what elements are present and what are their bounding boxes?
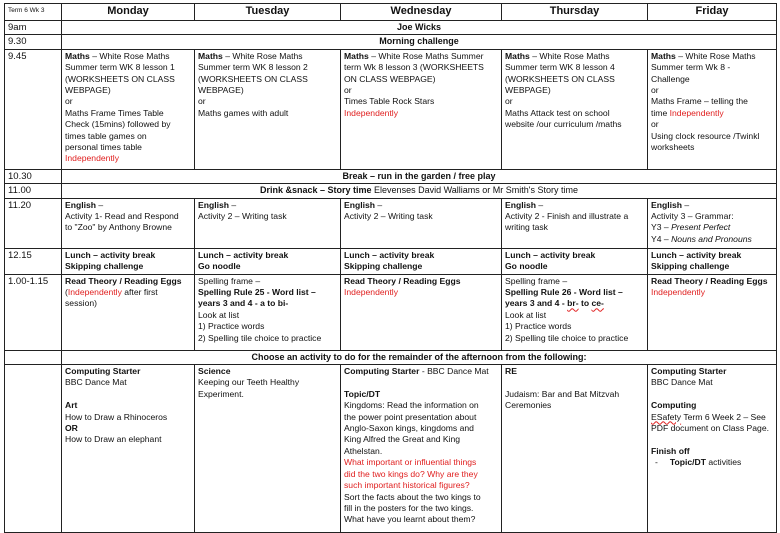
- subject-title: English: [65, 199, 97, 210]
- time-label: 11.00: [5, 184, 62, 198]
- cell-maths-thursday: [502, 49, 648, 169]
- text-line: –: [536, 199, 544, 210]
- text-line: Lunch – activity break: [344, 249, 435, 260]
- cell-english-thursday: [502, 198, 648, 248]
- text-line: BBC Dance Mat: [651, 377, 713, 388]
- subject-title: Maths: [65, 50, 90, 61]
- row-1215-lunch: [5, 248, 777, 274]
- cell-afternoon-wednesday: [341, 365, 502, 533]
- text-line: Spelling frame –: [505, 275, 568, 286]
- text-line: Activity 2 – Writing task: [198, 211, 287, 222]
- text-line: How to Draw an elephant: [65, 434, 162, 445]
- morning-challenge-band: Morning challenge: [62, 35, 777, 49]
- text-line: years 3 and 4 -: [505, 298, 568, 309]
- text-line: –: [96, 199, 104, 210]
- text-line: times table games on: [65, 130, 147, 141]
- subject-title: Finish off: [651, 445, 690, 456]
- text-line: Activity 3 – Grammar:: [651, 211, 734, 222]
- cell-lunch-tuesday: [195, 248, 341, 274]
- header-row: [5, 4, 777, 21]
- text-line: Skipping challenge: [651, 261, 730, 272]
- text-line: 2) Spelling tile choice to practice: [505, 332, 629, 343]
- text-line: Sort the facts about the two kings to: [344, 491, 481, 502]
- time-label: 11.20: [5, 198, 62, 248]
- subject-title: Science: [198, 366, 231, 377]
- text-line: to: [578, 298, 592, 309]
- subject-title: English: [505, 199, 537, 210]
- row-1100: [5, 184, 777, 198]
- cell-reading-monday: [62, 274, 195, 350]
- text-line: br-: [567, 298, 579, 309]
- cell-english-wednesday: [341, 198, 502, 248]
- text-line: Term 6 Week 2 – See: [681, 411, 766, 422]
- time-label: 9.30: [5, 35, 62, 49]
- cell-lunch-thursday: [502, 248, 648, 274]
- subject-title: Computing Starter: [344, 366, 420, 377]
- row-1120-english: [5, 198, 777, 248]
- text-line: 1) Practice words: [198, 321, 265, 332]
- text-line: or: [505, 96, 513, 107]
- text-line: WEBPAGE): [65, 85, 111, 96]
- time-label: 12.15: [5, 248, 62, 274]
- cell-afternoon-thursday: [502, 365, 648, 533]
- text-line: Spelling Rule 26 - Word list –: [505, 287, 623, 298]
- text-line: Ceremonies: [505, 400, 552, 411]
- time-label: 9.45: [5, 49, 62, 169]
- subject-title: English: [344, 199, 376, 210]
- empty-time-cell: [5, 365, 62, 533]
- text-line: years 3 and 4 - a to bi-: [198, 298, 289, 309]
- text-line: Activity 2 - Finish and illustrate a: [505, 211, 629, 222]
- empty-time-cell: [5, 350, 62, 364]
- text-line: (WORKSHEETS ON CLASS: [198, 73, 308, 84]
- text-line: Spelling Rule 25 - Word list –: [198, 287, 316, 298]
- text-line: (WORKSHEETS ON CLASS: [65, 73, 175, 84]
- cell-maths-tuesday: [195, 49, 341, 169]
- text-line: fill in the posters for the two kings.: [344, 502, 474, 513]
- text-line: Lunch – activity break: [505, 249, 596, 260]
- time-label: 1.00-1.15: [5, 274, 62, 350]
- subject-title: Art: [65, 400, 78, 411]
- text-line: Spelling frame –: [198, 275, 261, 286]
- text-line: Lunch – activity break: [198, 249, 289, 260]
- text-line: Using clock resource /Twinkl: [651, 130, 760, 141]
- row-100-reading: [5, 274, 777, 350]
- independently-note: Independently: [669, 107, 724, 118]
- day-header-friday: Friday: [648, 4, 777, 21]
- text-line: Skipping challenge: [65, 261, 144, 272]
- subject-title: Maths: [344, 50, 369, 61]
- time-label: 10.30: [5, 169, 62, 183]
- cell-lunch-friday: [648, 248, 777, 274]
- subject-title: RE: [505, 366, 517, 377]
- subject-title: Topic/DT: [344, 388, 381, 399]
- text-line: Summer term WK 8 lesson 4: [505, 62, 615, 73]
- text-line: Kingdoms: Read the information on: [344, 400, 479, 411]
- independently-note: Independently: [344, 107, 398, 118]
- text-line: time: [651, 107, 670, 118]
- text-line: Judaism: Bar and Bat Mitzvah: [505, 388, 620, 399]
- text-line: Y3 –: [651, 222, 672, 233]
- subject-title: Computing: [651, 400, 697, 411]
- text-line: term Wk 8 lesson 3 (WORKSHEETS: [344, 62, 484, 73]
- text-line: WEBPAGE): [198, 85, 244, 96]
- cell-reading-friday: [648, 274, 777, 350]
- text-line: worksheets: [651, 142, 695, 153]
- text-line: (WORKSHEETS ON CLASS: [505, 73, 615, 84]
- text-line: -: [655, 457, 658, 468]
- text-line: –: [375, 199, 383, 210]
- text-line: Y4 –: [651, 233, 672, 244]
- text-line: –: [682, 199, 690, 210]
- subject-title: Maths: [198, 50, 223, 61]
- text-line: activities: [705, 457, 742, 468]
- text-line: Maths Frame – telling the: [651, 96, 748, 107]
- text-line: - BBC Dance Mat: [419, 366, 489, 377]
- day-header-wednesday: Wednesday: [341, 4, 502, 21]
- text-line: Maths Attack test on school: [505, 107, 610, 118]
- text-line: – White Rose Maths Summer: [368, 50, 484, 61]
- text-line: –: [229, 199, 237, 210]
- choose-activity-band: Choose an activity to do for the remainder of the afternoon from the following:: [62, 350, 777, 364]
- text-line: or: [198, 96, 206, 107]
- text-line: Activity 1- Read and Respond: [65, 211, 179, 222]
- subject-title: Computing Starter: [65, 366, 141, 377]
- text-line: WEBPAGE): [505, 85, 551, 96]
- snack-band: [62, 184, 777, 198]
- cell-afternoon-friday: [648, 365, 777, 533]
- text-line: – White Rose Maths: [675, 50, 756, 61]
- cell-lunch-wednesday: [341, 248, 502, 274]
- text-line: Anglo-Saxon kings, kingdoms and: [344, 423, 474, 434]
- cell-english-friday: [648, 198, 777, 248]
- cell-maths-friday: [648, 49, 777, 169]
- independently-note: Independently: [67, 287, 122, 298]
- timetable-sheet: [4, 3, 776, 525]
- question-line: did the two kings do? Why are they: [344, 468, 478, 479]
- text-line: Times Table Rock Stars: [344, 96, 435, 107]
- cell-english-tuesday: [195, 198, 341, 248]
- text-line: Read Theory / Reading Eggs: [65, 275, 182, 286]
- text-line: Summer term Wk 8 -: [651, 62, 731, 73]
- text-line: ESafety: [651, 411, 682, 422]
- text-line: or: [65, 96, 73, 107]
- cell-english-monday: [62, 198, 195, 248]
- snack-band-bold: Drink &snack – Story time: [260, 185, 372, 196]
- cell-afternoon-tuesday: [195, 365, 341, 533]
- cell-spelling-thursday: [502, 274, 648, 350]
- text-line: Topic/DT: [669, 457, 706, 468]
- text-line: Go noodle: [505, 261, 548, 272]
- text-line: personal times table: [65, 142, 142, 153]
- text-line: 2) Spelling tile choice to practice: [198, 332, 322, 343]
- independently-note: Independently: [651, 287, 705, 298]
- row-9am: [5, 21, 777, 35]
- snack-band-tail: Elevenses David Walliams or Mr Smith's Story time: [371, 185, 578, 196]
- text-line: Maths games with adult: [198, 107, 289, 118]
- text-line: to "Zoo" by Anthony Browne: [65, 222, 172, 233]
- text-line: Read Theory / Reading Eggs: [651, 275, 768, 286]
- text-line: session): [65, 298, 97, 309]
- text-line: Activity 2 – Writing task: [344, 211, 433, 222]
- text-line: Read Theory / Reading Eggs: [344, 275, 461, 286]
- text-line: Keeping our Teeth Healthy: [198, 377, 300, 388]
- day-header-monday: Monday: [62, 4, 195, 21]
- text-line: Present Perfect: [671, 222, 731, 233]
- text-line: Go noodle: [198, 261, 241, 272]
- text-line: or: [651, 85, 659, 96]
- row-choose: [5, 350, 777, 364]
- text-line: – White Rose Maths: [529, 50, 610, 61]
- text-line: BBC Dance Mat: [65, 377, 127, 388]
- text-line: Skipping challenge: [344, 261, 423, 272]
- row-afternoon: [5, 365, 777, 533]
- text-line: – White Rose Maths: [89, 50, 170, 61]
- break-band: Break – run in the garden / free play: [62, 169, 777, 183]
- text-line: after first: [121, 287, 158, 298]
- row-1030: [5, 169, 777, 183]
- text-line: the power point presentation about: [344, 411, 477, 422]
- text-line: What have you learnt about them?: [344, 514, 476, 525]
- text-line: Look at list: [505, 309, 547, 320]
- joe-wicks-band: Joe Wicks: [62, 21, 777, 35]
- cell-lunch-monday: [62, 248, 195, 274]
- text-line: 1) Practice words: [505, 321, 572, 332]
- day-header-thursday: Thursday: [502, 4, 648, 21]
- text-line: OR: [65, 423, 78, 434]
- subject-title: Maths: [505, 50, 530, 61]
- text-line: Athelstan.: [344, 445, 383, 456]
- text-line: Look at list: [198, 309, 240, 320]
- time-label: 9am: [5, 21, 62, 35]
- text-line: or: [344, 85, 352, 96]
- text-line: Check (15mins) followed by: [65, 119, 171, 130]
- row-945-maths: [5, 49, 777, 169]
- cell-maths-monday: [62, 49, 195, 169]
- text-line: Summer term WK 8 lesson 2: [198, 62, 308, 73]
- subject-title: English: [651, 199, 683, 210]
- text-line: website /our curriculum /maths: [505, 119, 622, 130]
- text-line: PDF document on Class Page.: [651, 423, 769, 434]
- text-line: Nouns and Pronouns: [671, 233, 752, 244]
- text-line: How to Draw a Rhinoceros: [65, 411, 168, 422]
- text-line: ON CLASS WEBPAGE): [344, 73, 436, 84]
- cell-spelling-tuesday: [195, 274, 341, 350]
- weekly-timetable: [4, 3, 777, 533]
- text-line: – White Rose Maths: [222, 50, 303, 61]
- independently-note: Independently: [344, 287, 398, 298]
- cell-afternoon-monday: [62, 365, 195, 533]
- subject-title: Computing Starter: [651, 366, 727, 377]
- cell-maths-wednesday: [341, 49, 502, 169]
- text-line: or: [651, 119, 659, 130]
- text-line: Maths Frame Times Table: [65, 107, 164, 118]
- cell-reading-wednesday: [341, 274, 502, 350]
- text-line: Challenge: [651, 73, 690, 84]
- question-line: such important historical figures?: [344, 480, 470, 491]
- text-line: ce-: [591, 298, 604, 309]
- text-line: Lunch – activity break: [651, 249, 742, 260]
- day-header-tuesday: Tuesday: [195, 4, 341, 21]
- text-line: King Alfred the Great and King: [344, 434, 461, 445]
- question-line: What important or influential things: [344, 457, 477, 468]
- row-930: [5, 35, 777, 49]
- subject-title: English: [198, 199, 230, 210]
- text-line: writing task: [505, 222, 548, 233]
- text-line: Lunch – activity break: [65, 249, 156, 260]
- text-line: (: [65, 287, 68, 298]
- term-week-label: Term 6 Wk 3: [5, 4, 62, 21]
- subject-title: Maths: [651, 50, 676, 61]
- text-line: Experiment.: [198, 388, 244, 399]
- independently-note: Independently: [65, 153, 119, 164]
- text-line: Summer term WK 8 lesson 1: [65, 62, 175, 73]
